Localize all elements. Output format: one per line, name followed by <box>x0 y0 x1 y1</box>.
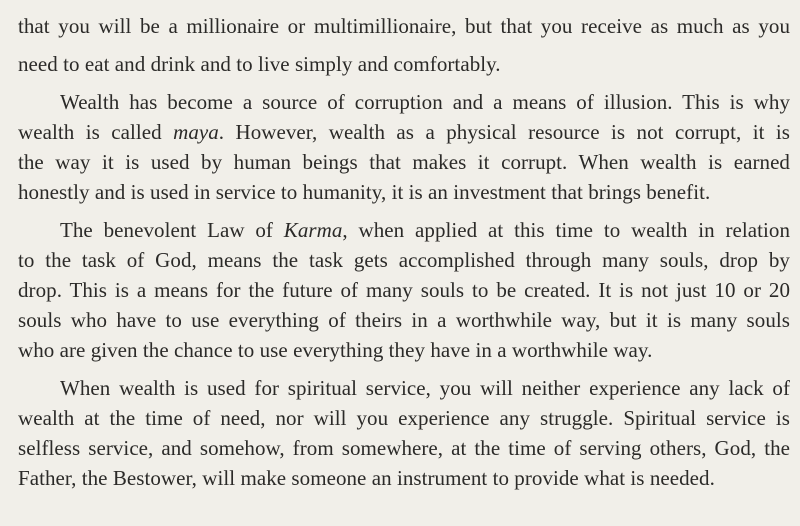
text-line <box>18 116 790 148</box>
text-line: drop. This is a means for the future of many souls to be created. It is not just 10 or 20 <box>18 278 790 302</box>
text-line: need to eat and drink and to live simply and comfortably. <box>18 52 501 76</box>
text-line: to the task of God, means the task gets accomplished through many souls, drop by <box>18 248 790 272</box>
text-line: Wealth has become a source of corruption and a means of illusion. This is why <box>60 90 790 114</box>
text-span: wealth is called <box>18 120 174 144</box>
italic-term: maya <box>173 120 219 144</box>
text-line: who are given the chance to use everything they have in a worthwhile way. <box>18 338 653 362</box>
text-span: The benevolent Law of <box>60 218 284 242</box>
text-line: souls who have to use everything of theirs in a worthwhile way, but it is many souls <box>18 308 790 332</box>
text-line: that you will be a millionaire or multimillionaire, but that you receive as much as you <box>18 14 790 38</box>
italic-term: Karma <box>283 218 343 242</box>
text-span: , when applied at this time to wealth in relation <box>342 218 790 242</box>
text-line: Father, the Bestower, will make someone an instrument to provide what is needed. <box>18 466 715 490</box>
text-line <box>18 214 790 246</box>
text-line: When wealth is used for spiritual service, you will neither experience any lack of <box>60 376 790 400</box>
text-line: selfless service, and somehow, from somewhere, at the time of serving others, God, the <box>18 436 790 460</box>
text-span: . However, wealth as a physical resource is not corrupt, it is <box>218 120 790 144</box>
text-line: the way it is used by human beings that makes it corrupt. When wealth is earned <box>18 150 790 174</box>
text-line: honestly and is used in service to humanity, it is an investment that brings benefit. <box>18 180 711 204</box>
text-line: wealth at the time of need, nor will you experience any struggle. Spiritual service is <box>18 406 790 430</box>
